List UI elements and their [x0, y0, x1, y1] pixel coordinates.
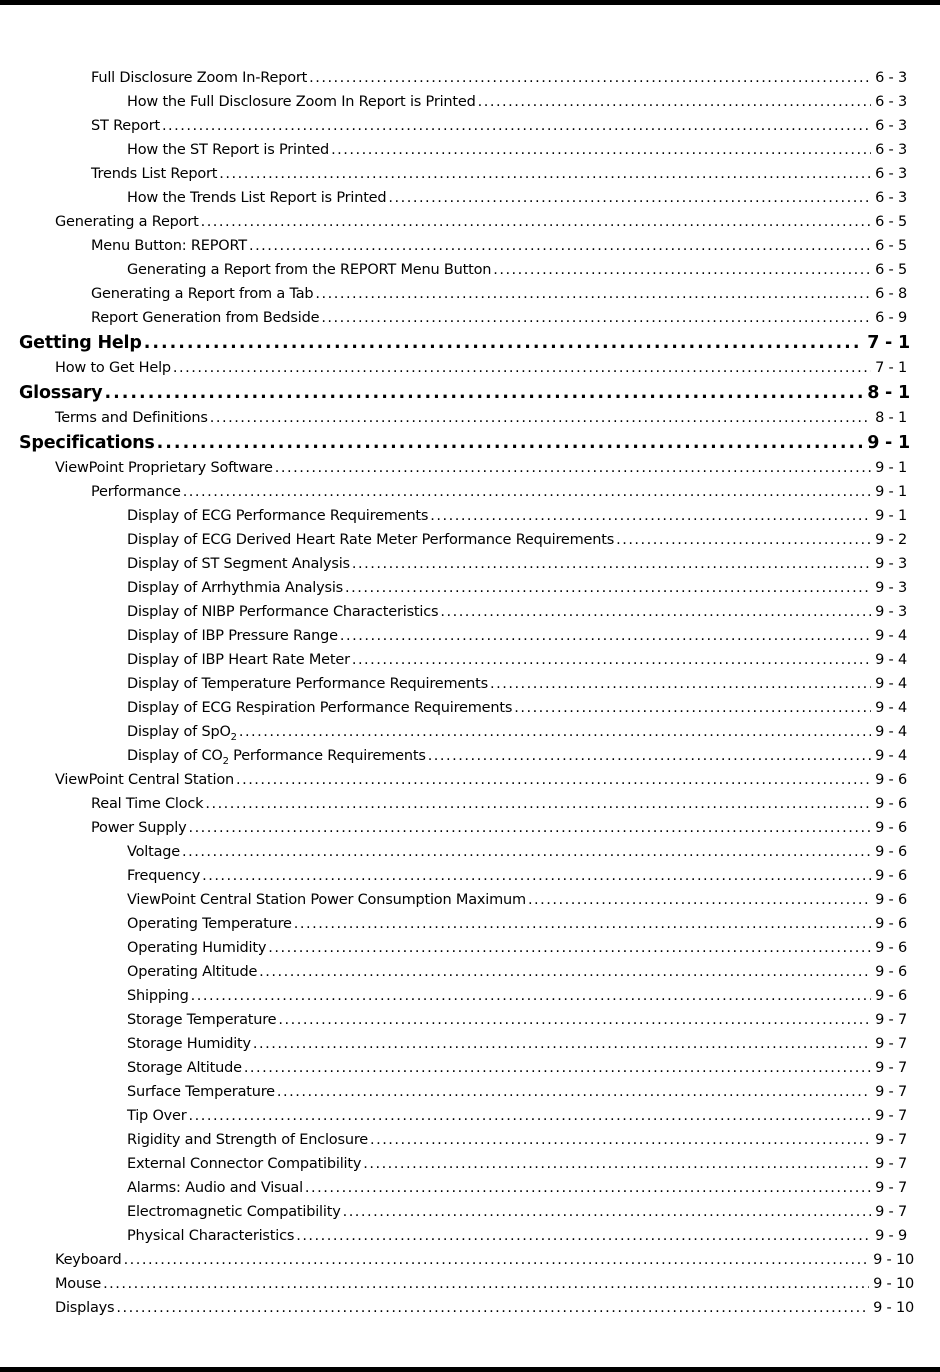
toc-entry-title-text: Rigidity and Strength of Enclosure: [127, 1132, 368, 1148]
toc-page-number: 6 - 5: [875, 238, 907, 254]
toc-entry[interactable]: [0, 1104, 940, 1128]
toc-dot-leader: [144, 330, 864, 356]
toc-page-number: 9 - 1: [875, 460, 907, 476]
toc-page-number: 9 - 7: [875, 1060, 907, 1076]
toc-entry-title: [19, 430, 155, 456]
toc-page-number: 9 - 7: [875, 1156, 907, 1172]
toc-dot-leader: [259, 960, 871, 984]
toc-entry-title: [91, 480, 181, 504]
toc-dot-leader: [188, 816, 871, 840]
toc-dot-leader: [236, 768, 871, 792]
toc-page-number: 6 - 3: [875, 70, 907, 86]
toc-entry-title: [127, 840, 180, 864]
toc-dot-leader: [493, 258, 871, 282]
toc-entry[interactable]: [0, 1152, 940, 1176]
toc-entry[interactable]: [0, 576, 940, 600]
toc-entry[interactable]: [0, 66, 940, 90]
toc-entry[interactable]: [0, 1296, 940, 1320]
toc-entry[interactable]: [0, 528, 940, 552]
toc-page-number: 9 - 4: [875, 652, 907, 668]
toc-entry-title-text: Display of Temperature Performance Requirements: [127, 676, 489, 692]
toc-dot-leader: [268, 936, 871, 960]
toc-page-number: 9 - 6: [875, 772, 907, 788]
toc-entry-title-text: How the Full Disclosure Zoom In Report is Printed: [127, 94, 476, 110]
toc-page-number: 6 - 3: [875, 142, 907, 158]
toc-entry[interactable]: [0, 912, 940, 936]
toc-dot-leader: [305, 1176, 871, 1200]
toc-entry-title-text: How the ST Report is Printed: [127, 142, 330, 158]
top-rule: [0, 0, 940, 5]
toc-entry-title-text: Power Supply: [91, 820, 187, 836]
toc-entry-title: [127, 1200, 341, 1224]
toc-entry[interactable]: [0, 90, 940, 114]
toc-entry[interactable]: [0, 258, 940, 282]
toc-dot-leader: [616, 528, 871, 552]
toc-dot-leader: [352, 648, 871, 672]
toc-entry-title-text: Menu Button: REPORT: [91, 238, 247, 254]
toc-entry[interactable]: [0, 282, 940, 306]
toc-entry-title-text: Storage Humidity: [127, 1036, 251, 1052]
toc-entry-title-text: Voltage: [127, 844, 180, 860]
toc-page-number: 9 - 1: [875, 484, 907, 500]
toc-entry-title-text: External Connector Compatibility: [127, 1156, 362, 1172]
toc-page-number: 9 - 3: [875, 580, 907, 596]
toc-entry[interactable]: [0, 960, 940, 984]
toc-page-number: 9 - 2: [875, 532, 907, 548]
toc-entry-title: [91, 234, 247, 258]
toc-entry[interactable]: [0, 984, 940, 1008]
toc-entry[interactable]: [0, 1080, 940, 1104]
toc-dot-leader: [239, 720, 871, 744]
toc-entry-title: [127, 186, 386, 210]
toc-dot-leader: [275, 456, 871, 480]
toc-page-number: 9 - 10: [873, 1276, 914, 1292]
toc-dot-leader: [116, 1296, 869, 1320]
toc-entry-title-text: Alarms: Audio and Visual: [127, 1180, 303, 1196]
toc-entry[interactable]: [0, 406, 940, 430]
toc-entry-title-text: ViewPoint Central Station Power Consumption Maximum: [127, 892, 526, 908]
toc-entry-title: [127, 648, 350, 672]
toc-dot-leader: [249, 234, 871, 258]
toc-dot-leader: [189, 1104, 872, 1128]
toc-entry[interactable]: [0, 504, 940, 528]
toc-dot-leader: [294, 912, 871, 936]
toc-entry-title: [91, 114, 160, 138]
toc-entry[interactable]: [0, 1176, 940, 1200]
toc-entry-title-text: Display of IBP Heart Rate Meter: [127, 652, 350, 668]
toc-entry[interactable]: [0, 456, 940, 480]
toc-page-number: 9 - 7: [875, 1036, 907, 1052]
toc-entry-title-text: Trends List Report: [91, 166, 218, 182]
toc-dot-leader: [343, 1200, 872, 1224]
toc-page-number: 9 - 4: [875, 628, 907, 644]
toc-dot-leader: [104, 380, 863, 406]
toc-entry[interactable]: [0, 624, 940, 648]
toc-page-number: 9 - 6: [875, 940, 907, 956]
toc-entry[interactable]: [0, 936, 940, 960]
toc-entry-title-text: Display of ECG Performance Requirements: [127, 508, 429, 524]
toc-entry-title: [55, 1272, 101, 1296]
toc-entry-title: [127, 624, 338, 648]
toc-dot-leader: [202, 864, 871, 888]
toc-dot-leader: [352, 552, 871, 576]
toc-page-number: 9 - 6: [875, 820, 907, 836]
toc-page-number: 9 - 7: [875, 1132, 907, 1148]
toc-entry-title: [127, 744, 426, 768]
toc-page-number: 6 - 5: [875, 214, 907, 230]
toc-dot-leader: [182, 840, 871, 864]
toc-entry-title-text: Terms and Definitions: [55, 410, 208, 426]
toc-dot-leader: [210, 406, 871, 430]
toc-page-number: 9 - 3: [875, 604, 907, 620]
toc-entry-title: [91, 282, 313, 306]
toc-chapter-entry[interactable]: [0, 380, 940, 406]
toc-dot-leader: [173, 356, 871, 380]
toc-dot-leader: [331, 138, 871, 162]
toc-entry[interactable]: [0, 552, 940, 576]
toc-entry-title-text: Getting Help: [19, 333, 142, 353]
toc-entry-title: [19, 330, 142, 356]
toc-page-number: 9 - 6: [875, 796, 907, 812]
toc-entry[interactable]: [0, 1200, 940, 1224]
toc-chapter-entry[interactable]: [0, 330, 940, 356]
toc-entry[interactable]: [0, 744, 940, 768]
toc-entry-title: [127, 504, 428, 528]
toc-entry-title: [127, 1224, 294, 1248]
toc-entry-title: [127, 984, 189, 1008]
table-of-contents: [0, 66, 940, 1320]
toc-entry-title-text: Operating Altitude: [127, 964, 258, 980]
toc-entry[interactable]: [0, 672, 940, 696]
toc-entry-title: [127, 696, 512, 720]
toc-entry-title: [127, 936, 266, 960]
toc-entry-title-text: Display of ECG Respiration Performance Requirements: [127, 700, 513, 716]
toc-entry-title: [91, 816, 186, 840]
toc-dot-leader: [278, 1008, 871, 1032]
toc-page-number: 9 - 10: [873, 1252, 914, 1268]
toc-page-number: 9 - 1: [867, 433, 910, 453]
toc-entry[interactable]: [0, 840, 940, 864]
toc-entry[interactable]: [0, 888, 940, 912]
toc-entry-title: [127, 90, 476, 114]
toc-dot-leader: [219, 162, 871, 186]
toc-dot-leader: [428, 744, 871, 768]
toc-entry-title-text: Report Generation from Bedside: [91, 310, 320, 326]
toc-entry[interactable]: [0, 600, 940, 624]
toc-entry-title-text: Tip Over: [127, 1108, 187, 1124]
toc-dot-leader: [528, 888, 871, 912]
toc-dot-leader: [183, 480, 871, 504]
toc-dot-leader: [440, 600, 871, 624]
toc-page-number: 9 - 1: [875, 508, 907, 524]
toc-entry[interactable]: [0, 480, 940, 504]
toc-dot-leader: [296, 1224, 871, 1248]
toc-dot-leader: [363, 1152, 871, 1176]
toc-entry-title-text: Surface Temperature: [127, 1084, 275, 1100]
toc-dot-leader: [309, 66, 871, 90]
toc-entry-title-text: Display of NIBP Performance Characteristics: [127, 604, 439, 620]
toc-entry-title: [127, 888, 526, 912]
toc-entry-title-text: Mouse: [55, 1276, 102, 1292]
toc-dot-leader: [340, 624, 871, 648]
toc-entry[interactable]: [0, 1056, 940, 1080]
toc-entry-title-text: Keyboard: [55, 1252, 122, 1268]
toc-entry-subscript: 2: [230, 731, 237, 743]
toc-dot-leader: [514, 696, 871, 720]
toc-page-number: 6 - 8: [875, 286, 907, 302]
toc-entry[interactable]: [0, 114, 940, 138]
toc-page-number: 8 - 1: [867, 383, 910, 403]
toc-page-number: 9 - 4: [875, 748, 907, 764]
toc-entry-title: [91, 66, 307, 90]
toc-entry-title-text: Physical Characteristics: [127, 1228, 295, 1244]
toc-entry[interactable]: [0, 306, 940, 330]
toc-entry-title-text: Storage Temperature: [127, 1012, 277, 1028]
toc-dot-leader: [103, 1272, 869, 1296]
toc-entry-title: [127, 528, 614, 552]
toc-entry-title: [55, 356, 171, 380]
toc-entry-title: [127, 864, 200, 888]
toc-entry-title: [91, 306, 319, 330]
toc-entry-title-text: Operating Temperature: [127, 916, 292, 932]
toc-page-number: 9 - 6: [875, 988, 907, 1004]
toc-entry-title-text: Glossary: [19, 383, 103, 403]
toc-page-number: 9 - 6: [875, 892, 907, 908]
toc-page-number: 8 - 1: [875, 410, 907, 426]
toc-page-number: 9 - 4: [875, 676, 907, 692]
toc-entry-title-text: Operating Humidity: [127, 940, 267, 956]
toc-entry-title-text: Performance: [91, 484, 181, 500]
toc-entry[interactable]: [0, 162, 940, 186]
toc-entry-title: [55, 210, 199, 234]
toc-entry[interactable]: [0, 648, 940, 672]
toc-entry-title-text: How the Trends List Report is Printed: [127, 190, 387, 206]
toc-entry-title-text: Frequency: [127, 868, 201, 884]
toc-entry-title: [127, 1080, 275, 1104]
toc-entry[interactable]: [0, 186, 940, 210]
toc-entry[interactable]: [0, 1248, 940, 1272]
toc-entry[interactable]: [0, 816, 940, 840]
toc-entry-title: [91, 792, 203, 816]
toc-dot-leader: [277, 1080, 871, 1104]
toc-entry-title-text: Generating a Report: [55, 214, 199, 230]
toc-page-number: 6 - 5: [875, 262, 907, 278]
toc-entry-title: [55, 768, 234, 792]
toc-page-number: 6 - 9: [875, 310, 907, 326]
toc-page-number: 7 - 1: [867, 333, 910, 353]
toc-page-number: 9 - 4: [875, 724, 907, 740]
toc-entry-title-text: ST Report: [91, 118, 160, 134]
toc-entry-title: [55, 1248, 122, 1272]
toc-entry-title-text: Shipping: [127, 988, 189, 1004]
toc-entry-title-text: Display of ST Segment Analysis: [127, 556, 350, 572]
toc-entry-title-text: Specifications: [19, 433, 155, 453]
toc-entry-title: [55, 1296, 114, 1320]
toc-entry-title-suffix: Performance Requirements: [228, 748, 426, 764]
toc-dot-leader: [205, 792, 871, 816]
toc-entry-title: [127, 258, 491, 282]
toc-entry-subscript: 2: [222, 755, 229, 767]
toc-page-number: 6 - 3: [875, 118, 907, 134]
toc-page-number: 6 - 3: [875, 190, 907, 206]
toc-entry-title: [127, 1104, 187, 1128]
toc-entry[interactable]: [0, 356, 940, 380]
toc-entry-title: [127, 1008, 276, 1032]
toc-entry-title-text: Display of IBP Pressure Range: [127, 628, 338, 644]
toc-entry-title: [127, 1032, 251, 1056]
toc-entry-title: [19, 380, 102, 406]
toc-dot-leader: [253, 1032, 871, 1056]
toc-entry-title: [127, 1152, 361, 1176]
toc-entry[interactable]: [0, 1272, 940, 1296]
toc-page-number: 6 - 3: [875, 94, 907, 110]
toc-entry-title-text: Storage Altitude: [127, 1060, 242, 1076]
toc-page-number: 9 - 7: [875, 1084, 907, 1100]
toc-dot-leader: [370, 1128, 871, 1152]
toc-page-number: 6 - 3: [875, 166, 907, 182]
toc-entry-title-text: Displays: [55, 1300, 115, 1316]
toc-entry[interactable]: [0, 1032, 940, 1056]
toc-entry-title-text: Real Time Clock: [91, 796, 204, 812]
toc-entry-title: [127, 912, 292, 936]
toc-entry[interactable]: [0, 138, 940, 162]
toc-entry[interactable]: [0, 1128, 940, 1152]
toc-entry-title: [55, 406, 208, 430]
bottom-rule: [0, 1367, 940, 1372]
toc-entry-title-text: Generating a Report from the REPORT Menu Button: [127, 262, 492, 278]
toc-page-number: 9 - 7: [875, 1180, 907, 1196]
toc-page-number: 7 - 1: [875, 360, 907, 376]
toc-entry-title-text: Display of CO: [127, 748, 223, 764]
toc-entry-title-text: Display of ECG Derived Heart Rate Meter Performance Requirements: [127, 532, 615, 548]
toc-entry[interactable]: [0, 1008, 940, 1032]
toc-entry[interactable]: [0, 210, 940, 234]
toc-entry-title-text: ViewPoint Central Station: [55, 772, 234, 788]
toc-page-number: 9 - 6: [875, 916, 907, 932]
toc-page-number: 9 - 7: [875, 1204, 907, 1220]
toc-entry[interactable]: [0, 696, 940, 720]
toc-dot-leader: [157, 430, 864, 456]
toc-entry[interactable]: [0, 720, 940, 744]
toc-page-number: 9 - 7: [875, 1108, 907, 1124]
toc-dot-leader: [430, 504, 871, 528]
toc-entry[interactable]: [0, 864, 940, 888]
toc-entry[interactable]: [0, 234, 940, 258]
toc-entry-title: [127, 960, 257, 984]
toc-dot-leader: [191, 984, 871, 1008]
toc-page-number: 9 - 7: [875, 1012, 907, 1028]
toc-dot-leader: [321, 306, 871, 330]
toc-dot-leader: [244, 1056, 871, 1080]
toc-entry-title-text: Display of SpO: [127, 724, 231, 740]
toc-entry-title: [127, 1056, 242, 1080]
toc-chapter-entry[interactable]: [0, 430, 940, 456]
toc-entry-title: [91, 162, 217, 186]
toc-entry-title-text: Generating a Report from a Tab: [91, 286, 314, 302]
toc-dot-leader: [162, 114, 871, 138]
toc-entry-title: [127, 576, 343, 600]
toc-entry-title-text: Display of Arrhythmia Analysis: [127, 580, 344, 596]
toc-entry-title-text: How to Get Help: [55, 360, 171, 376]
toc-entry-title: [127, 1128, 368, 1152]
toc-entry-title-text: Electromagnetic Compatibility: [127, 1204, 341, 1220]
toc-entry-title-text: ViewPoint Proprietary Software: [55, 460, 273, 476]
toc-dot-leader: [388, 186, 871, 210]
toc-entry-title: [55, 456, 273, 480]
toc-entry-title: [127, 138, 329, 162]
toc-dot-leader: [478, 90, 871, 114]
toc-page-number: 9 - 10: [873, 1300, 914, 1316]
toc-entry-title: [127, 1176, 303, 1200]
toc-entry-title-text: Full Disclosure Zoom In-Report: [91, 70, 308, 86]
toc-entry[interactable]: [0, 768, 940, 792]
toc-entry-title: [127, 672, 488, 696]
toc-page-number: 9 - 3: [875, 556, 907, 572]
toc-entry[interactable]: [0, 792, 940, 816]
toc-entry-title: [127, 552, 350, 576]
toc-page-number: 9 - 4: [875, 700, 907, 716]
toc-dot-leader: [315, 282, 871, 306]
toc-entry[interactable]: [0, 1224, 940, 1248]
toc-page-number: 9 - 6: [875, 844, 907, 860]
toc-entry-title: [127, 720, 237, 744]
toc-page-number: 9 - 9: [875, 1228, 907, 1244]
toc-entry-title: [127, 600, 438, 624]
toc-page-number: 9 - 6: [875, 964, 907, 980]
toc-dot-leader: [201, 210, 872, 234]
toc-dot-leader: [345, 576, 871, 600]
toc-page-number: 9 - 6: [875, 868, 907, 884]
toc-dot-leader: [124, 1248, 870, 1272]
toc-dot-leader: [490, 672, 871, 696]
